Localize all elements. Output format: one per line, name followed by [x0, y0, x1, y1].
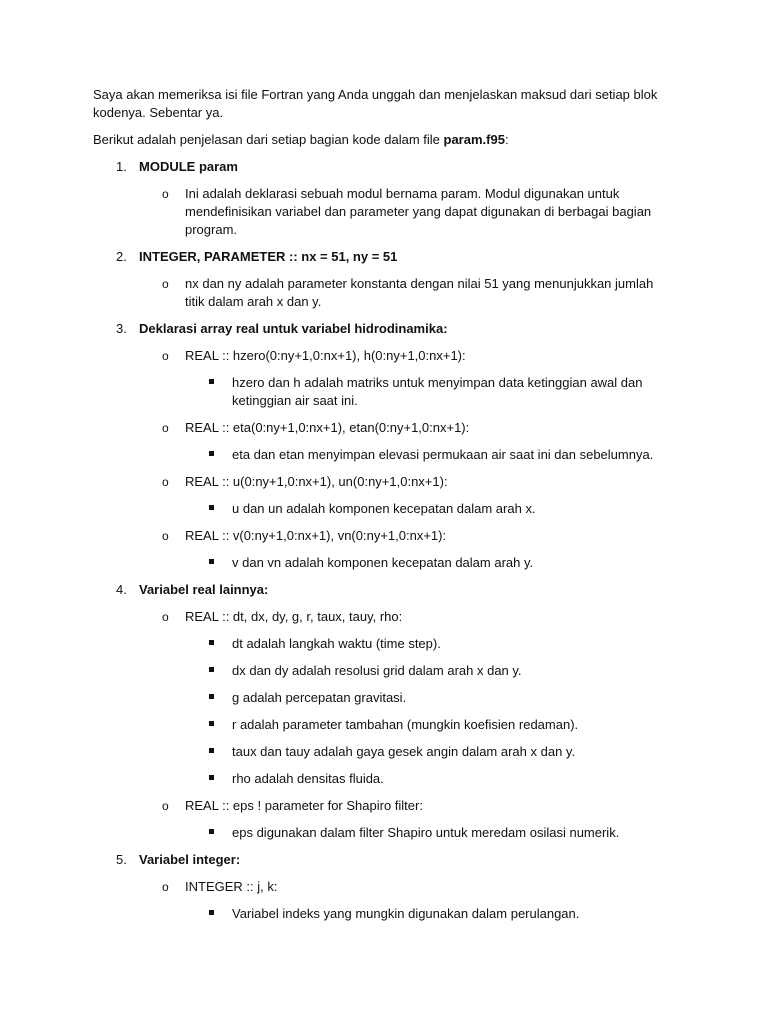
section-title: MODULE param: [139, 159, 238, 174]
sub-item: [93, 347, 673, 365]
sub-item-text: Ini adalah deklarasi sebuah modul bernama param. Modul digunakan untuk mendefinisikan variabel dan parameter yang dapat digunakan di berbagai bagian program.: [185, 186, 652, 237]
list-number: 4.: [116, 582, 127, 597]
detail-item-text: rho adalah densitas fluida.: [232, 771, 384, 786]
list-number: 2.: [116, 249, 127, 264]
square-bullet-icon: [209, 694, 214, 699]
sub-item-text: INTEGER :: j, k:: [185, 879, 278, 894]
section-title: Variabel real lainnya:: [139, 582, 269, 597]
hollow-bullet-icon: o: [162, 880, 169, 894]
hollow-bullet-icon: o: [162, 277, 169, 291]
file-paragraph-suffix: :: [504, 132, 509, 147]
detail-item: [93, 689, 673, 707]
detail-item: [93, 446, 673, 464]
sub-item: [93, 878, 673, 896]
filename: param.f95: [443, 132, 505, 147]
list-item: [93, 851, 673, 869]
detail-item: [93, 374, 673, 410]
detail-item-text: eta dan etan menyimpan elevasi permukaan air saat ini dan sebelumnya.: [232, 447, 654, 462]
hollow-bullet-icon: o: [162, 529, 169, 543]
sub-item: [93, 185, 673, 239]
square-bullet-icon: [209, 640, 214, 645]
detail-item: [93, 662, 673, 680]
list-item: [93, 248, 673, 266]
detail-item-text: r adalah parameter tambahan (mungkin koefisien redaman).: [232, 717, 579, 732]
list-item: [93, 158, 673, 176]
intro-paragraph: Saya akan memeriksa isi file Fortran yang Anda unggah dan menjelaskan maksud dari setiap blok kodenya. Sebentar ya.: [93, 87, 658, 120]
detail-item: [93, 743, 673, 761]
detail-item-text: taux dan tauy adalah gaya gesek angin dalam arah x dan y.: [232, 744, 576, 759]
detail-item: [93, 824, 673, 842]
detail-item-text: hzero dan h adalah matriks untuk menyimpan data ketinggian awal dan ketinggian air saat ini.: [232, 375, 643, 408]
square-bullet-icon: [209, 748, 214, 753]
sub-item-text: REAL :: eta(0:ny+1,0:nx+1), etan(0:ny+1,0:nx+1):: [185, 420, 470, 435]
sub-item-text: REAL :: dt, dx, dy, g, r, taux, tauy, rho:: [185, 609, 403, 624]
sub-item-text: REAL :: u(0:ny+1,0:nx+1), un(0:ny+1,0:nx+1):: [185, 474, 448, 489]
detail-item-text: g adalah percepatan gravitasi.: [232, 690, 407, 705]
detail-item-text: u dan un adalah komponen kecepatan dalam arah x.: [232, 501, 536, 516]
sub-item: [93, 419, 673, 437]
detail-item-text: Variabel indeks yang mungkin digunakan dalam perulangan.: [232, 906, 580, 921]
detail-item: [93, 554, 673, 572]
section-title: Variabel integer:: [139, 852, 241, 867]
list-number: 3.: [116, 321, 127, 336]
file-paragraph: [93, 131, 673, 149]
numbered-list: [93, 158, 673, 923]
hollow-bullet-icon: o: [162, 187, 169, 201]
detail-item-text: dx dan dy adalah resolusi grid dalam arah x dan y.: [232, 663, 522, 678]
hollow-bullet-icon: o: [162, 610, 169, 624]
detail-item: [93, 500, 673, 518]
square-bullet-icon: [209, 451, 214, 456]
square-bullet-icon: [209, 505, 214, 510]
document-page: [93, 86, 673, 932]
list-number: 5.: [116, 852, 127, 867]
section-title: INTEGER, PARAMETER :: nx = 51, ny = 51: [139, 249, 398, 264]
square-bullet-icon: [209, 829, 214, 834]
hollow-bullet-icon: o: [162, 799, 169, 813]
list-number: 1.: [116, 159, 127, 174]
detail-item: [93, 905, 673, 923]
list-item: [93, 320, 673, 338]
sub-item-text: REAL :: v(0:ny+1,0:nx+1), vn(0:ny+1,0:nx+1):: [185, 528, 447, 543]
square-bullet-icon: [209, 910, 214, 915]
sub-item-text: REAL :: eps ! parameter for Shapiro filter:: [185, 798, 423, 813]
hollow-bullet-icon: o: [162, 349, 169, 363]
hollow-bullet-icon: o: [162, 421, 169, 435]
detail-item: [93, 635, 673, 653]
square-bullet-icon: [209, 379, 214, 384]
sub-item-text: REAL :: hzero(0:ny+1,0:nx+1), h(0:ny+1,0:nx+1):: [185, 348, 466, 363]
sub-item: [93, 527, 673, 545]
section-title: Deklarasi array real untuk variabel hidrodinamika:: [139, 321, 448, 336]
square-bullet-icon: [209, 559, 214, 564]
square-bullet-icon: [209, 721, 214, 726]
file-paragraph-prefix: Berikut adalah penjelasan dari setiap bagian kode dalam file: [93, 132, 444, 147]
sub-item: [93, 797, 673, 815]
sub-item: [93, 608, 673, 626]
hollow-bullet-icon: o: [162, 475, 169, 489]
square-bullet-icon: [209, 667, 214, 672]
sub-item: [93, 473, 673, 491]
detail-item-text: eps digunakan dalam filter Shapiro untuk meredam osilasi numerik.: [232, 825, 620, 840]
detail-item-text: v dan vn adalah komponen kecepatan dalam arah y.: [232, 555, 534, 570]
detail-item: [93, 770, 673, 788]
sub-item-text: nx dan ny adalah parameter konstanta dengan nilai 51 yang menunjukkan jumlah titik dalam arah x dan y.: [185, 276, 654, 309]
sub-item: [93, 275, 673, 311]
list-item: [93, 581, 673, 599]
detail-item-text: dt adalah langkah waktu (time step).: [232, 636, 441, 651]
square-bullet-icon: [209, 775, 214, 780]
detail-item: [93, 716, 673, 734]
